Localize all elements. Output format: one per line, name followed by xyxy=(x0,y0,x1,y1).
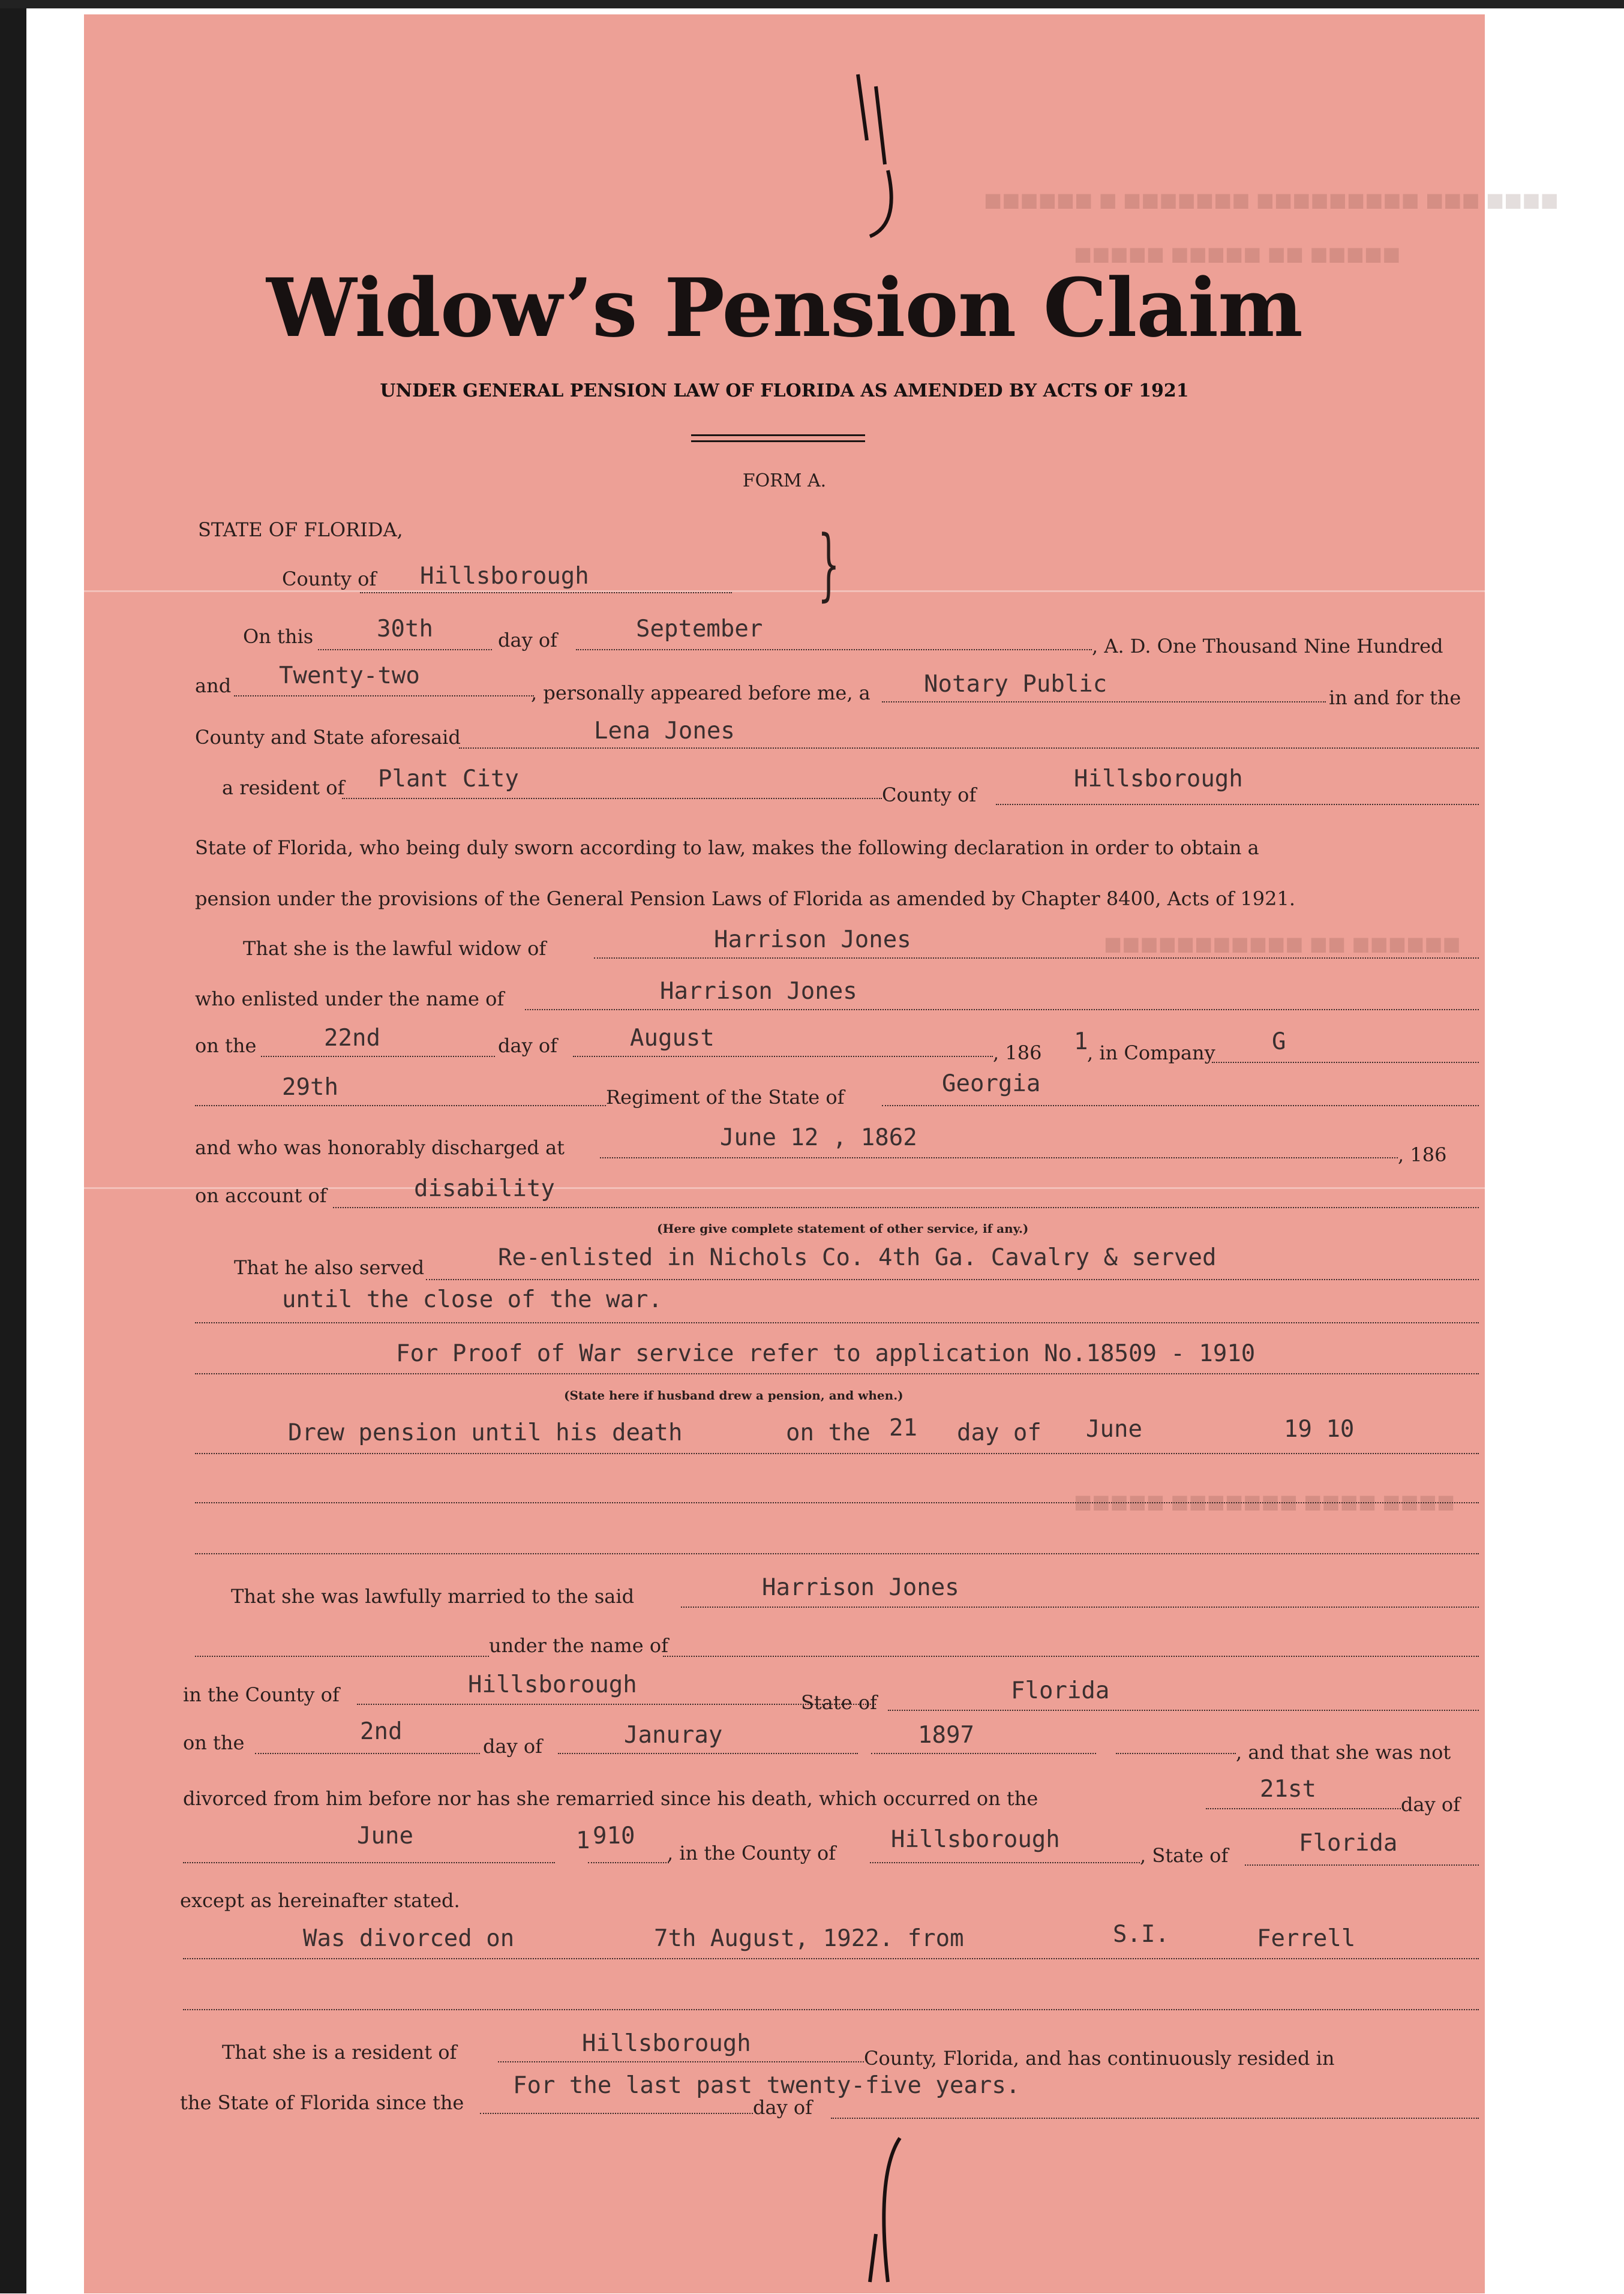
form-subtitle: UNDER GENERAL PENSION LAW OF FLORIDA AS AMENDED BY ACTS OF 1921 xyxy=(380,380,1189,401)
blank-death-month xyxy=(183,1862,555,1863)
field-death-month: June xyxy=(357,1822,413,1849)
blank-company xyxy=(1212,1062,1479,1063)
field-day: 30th xyxy=(377,615,433,642)
blank-proof xyxy=(195,1373,1479,1374)
label-county-state: County and State aforesaid xyxy=(195,726,461,749)
field-enlist-day: 22nd xyxy=(324,1025,380,1052)
field-divorce-note-2: 7th August, 1922. from xyxy=(654,1925,964,1952)
label-discharged: and who was honorably discharged at xyxy=(195,1136,565,1159)
blank-reason xyxy=(333,1207,1479,1208)
field-divorce-note-3: S.I. xyxy=(1113,1921,1169,1948)
blank-row xyxy=(183,2009,1479,2010)
field-claimant: Lena Jones xyxy=(594,717,735,744)
field-regiment: 29th xyxy=(282,1074,338,1101)
blank-married-husband xyxy=(681,1607,1479,1608)
bleed-through-text: ■■■■ ■■■ ■■■■■■■■■ ■■■■■■■ ■ ■■■■■■ xyxy=(984,188,1559,211)
field-proof: For Proof of War service refer to application No.18509 - 1910 xyxy=(396,1340,1256,1367)
label-married-day-of: day of xyxy=(483,1735,542,1758)
label-and: and xyxy=(195,674,232,697)
blank-resident-county xyxy=(498,2061,864,2062)
field-death-county: Hillsborough xyxy=(891,1826,1060,1853)
blank-month xyxy=(576,649,1092,650)
field-officer: Notary Public xyxy=(924,671,1107,698)
field-drew-on-the: on the xyxy=(786,1419,870,1446)
field-married-husband: Harrison Jones xyxy=(762,1574,959,1601)
label-discharged-suffix: , 186 xyxy=(1398,1143,1447,1166)
field-death-year-2: 910 xyxy=(593,1822,635,1849)
blank-married-county xyxy=(357,1704,876,1705)
blank-death-county xyxy=(870,1862,1140,1863)
field-divorce-note-4: Ferrell xyxy=(1257,1925,1356,1952)
blank-married-year xyxy=(871,1753,1096,1754)
field-also-served-1: Re-enlisted in Nichols Co. 4th Ga. Cavalry & served xyxy=(498,1244,1217,1271)
label-on-the: on the xyxy=(195,1034,257,1057)
bleed-through-text: ■■■■ ■■■■ ■■■■■■■ ■■■■■ xyxy=(1074,1490,1455,1513)
label-since-day-of: day of xyxy=(753,2096,812,2119)
blank-death-day xyxy=(1206,1808,1401,1809)
label-divorced-text: divorced from him before nor has she remarried since his death, which occurred on the xyxy=(183,1787,1038,1810)
label-enlist-year: , 186 xyxy=(993,1041,1042,1064)
field-drew-day: 21 xyxy=(889,1415,917,1442)
field-county: Hillsborough xyxy=(1074,765,1243,792)
field-company: G xyxy=(1272,1028,1286,1055)
field-drew-month: June xyxy=(1086,1416,1142,1443)
blank-claimant xyxy=(459,747,1479,749)
label-appeared: , personally appeared before me, a xyxy=(531,681,870,704)
ink-mark xyxy=(852,68,924,248)
label-married-state: State of xyxy=(801,1691,877,1714)
blank-married-day xyxy=(255,1753,480,1754)
label-resident-of: a resident of xyxy=(222,776,345,799)
pension-note: (State here if husband drew a pension, and when.) xyxy=(564,1388,903,1403)
label-resident-since: That she is a resident of xyxy=(222,2041,457,2064)
field-city: Plant City xyxy=(378,765,519,792)
field-also-served-2: until the close of the war. xyxy=(282,1286,662,1313)
label-death-county: , in the County of xyxy=(667,1842,836,1864)
label-on-this: On this xyxy=(243,625,314,648)
blank-row xyxy=(195,1502,1479,1503)
blank-day xyxy=(318,649,492,650)
field-drew-day-of: day of xyxy=(957,1419,1041,1446)
blank-regiment xyxy=(195,1105,606,1106)
field-discharged: June 12 , 1862 xyxy=(720,1124,917,1151)
blank-married-month xyxy=(558,1753,858,1754)
field-married-month: Januray xyxy=(624,1722,723,1749)
county-value: Hillsborough xyxy=(420,563,589,590)
field-month: September xyxy=(636,615,763,642)
label-not-divorced: , and that she was not xyxy=(1236,1741,1451,1764)
bleed-through-text: ■■■■■■ ■■ ■■■■■■■■■■■ xyxy=(1104,932,1461,955)
ink-mark xyxy=(864,2126,930,2294)
field-reason: disability xyxy=(414,1175,555,1202)
field-state: Georgia xyxy=(942,1070,1041,1097)
field-drew-year: 19 10 xyxy=(1284,1416,1355,1443)
blank-death-state xyxy=(1245,1864,1479,1866)
field-married-state: Florida xyxy=(1011,1677,1110,1704)
blank-since-day xyxy=(480,2113,753,2114)
service-note: (Here give complete statement of other service, if any.) xyxy=(657,1221,1029,1236)
form-title: Widow’s Pension Claim xyxy=(266,260,1302,355)
blank-under-name-pre xyxy=(195,1656,489,1657)
label-enlisted-name: who enlisted under the name of xyxy=(195,987,505,1010)
blank-husband xyxy=(594,957,1479,959)
blank-death-year xyxy=(588,1862,669,1863)
blank-enlist-day xyxy=(261,1056,495,1057)
brace-mark: } xyxy=(817,518,840,609)
field-divorce-note-1: Was divorced on xyxy=(303,1925,515,1952)
divider xyxy=(691,434,865,436)
field-married-year: 1897 xyxy=(918,1722,974,1749)
field-death-state: Florida xyxy=(1299,1830,1398,1857)
label-county-of: County of xyxy=(882,783,977,806)
field-married-county: Hillsborough xyxy=(468,1671,637,1698)
label-widow-of: That she is the lawful widow of xyxy=(243,937,547,960)
field-enlist-month: August xyxy=(630,1025,715,1052)
label-married-on-the: on the xyxy=(183,1731,245,1754)
blank-state xyxy=(882,1105,1479,1106)
blank-married-state xyxy=(888,1710,1479,1711)
field-death-year-1: 1 xyxy=(576,1827,590,1854)
label-death-day-of: day of xyxy=(1401,1793,1460,1816)
state-header: STATE OF FLORIDA, xyxy=(198,518,403,541)
field-resident-county: Hillsborough xyxy=(582,2030,751,2057)
divider xyxy=(691,440,865,442)
label-in-and-for: in and for the xyxy=(1329,686,1461,709)
blank-discharged xyxy=(600,1157,1398,1158)
blank-also-served-2 xyxy=(195,1322,1479,1323)
county-blank xyxy=(360,592,732,593)
field-year: Twenty-two xyxy=(279,662,420,689)
blank-officer xyxy=(882,701,1326,702)
blank-enlisted-name xyxy=(525,1009,1479,1010)
label-under-name: under the name of xyxy=(489,1634,668,1657)
blank-year xyxy=(234,695,534,696)
blank-enlist-month xyxy=(573,1056,993,1057)
label-county-florida: County, Florida, and has continuously resided in xyxy=(864,2047,1335,2070)
field-husband: Harrison Jones xyxy=(714,926,911,953)
blank-drew-pension xyxy=(195,1453,1479,1454)
county-label: County of xyxy=(282,568,377,590)
form-number: FORM A. xyxy=(742,470,827,491)
label-enlist-day-of: day of xyxy=(498,1034,557,1057)
blank-under-name xyxy=(663,1656,1479,1657)
blank-also-served xyxy=(426,1279,1479,1280)
field-married-day: 2nd xyxy=(360,1718,403,1745)
label-in-company: , in Company xyxy=(1087,1041,1215,1064)
label-except: except as hereinafter stated. xyxy=(180,1889,460,1912)
field-enlisted-name: Harrison Jones xyxy=(660,978,857,1005)
blank-city xyxy=(342,798,882,799)
scanner-edge-top xyxy=(0,0,1624,8)
label-regiment: Regiment of the State of xyxy=(606,1086,845,1109)
field-enlist-year: 1 xyxy=(1074,1028,1088,1055)
sworn-text-line-2: pension under the provisions of the General Pension Laws of Florida as amended by Chapter 8400, Acts of 1921. xyxy=(195,887,1296,910)
label-married-county: in the County of xyxy=(183,1683,340,1706)
blank-married-extra xyxy=(1116,1753,1236,1754)
blank-since-month xyxy=(831,2118,1479,2119)
scanner-edge-left xyxy=(0,0,26,2293)
field-death-day: 21st xyxy=(1260,1776,1316,1803)
blank-divorce-note xyxy=(183,1958,1479,1959)
bleed-through-text: ■■■■■ ■■ ■■■■■ ■■■■■ xyxy=(1074,242,1401,265)
blank-row xyxy=(195,1553,1479,1554)
blank-county xyxy=(996,804,1479,805)
sworn-text-line-1: State of Florida, who being duly sworn according to law, makes the following declaration in order to obtain a xyxy=(195,836,1259,859)
label-day-of: day of xyxy=(498,629,557,651)
label-state-since: the State of Florida since the xyxy=(180,2091,464,2114)
field-since-value: For the last past twenty-five years. xyxy=(513,2072,1020,2099)
fold-crease xyxy=(84,590,1485,592)
label-ad: , A. D. One Thousand Nine Hundred xyxy=(1092,635,1443,657)
label-death-state: , State of xyxy=(1140,1844,1229,1867)
label-also-served: That he also served xyxy=(234,1256,425,1279)
field-drew-pension: Drew pension until his death xyxy=(288,1419,683,1446)
label-married-to: That she was lawfully married to the said xyxy=(231,1585,635,1608)
label-on-account: on account of xyxy=(195,1184,327,1207)
pension-form-sheet xyxy=(84,14,1559,2293)
